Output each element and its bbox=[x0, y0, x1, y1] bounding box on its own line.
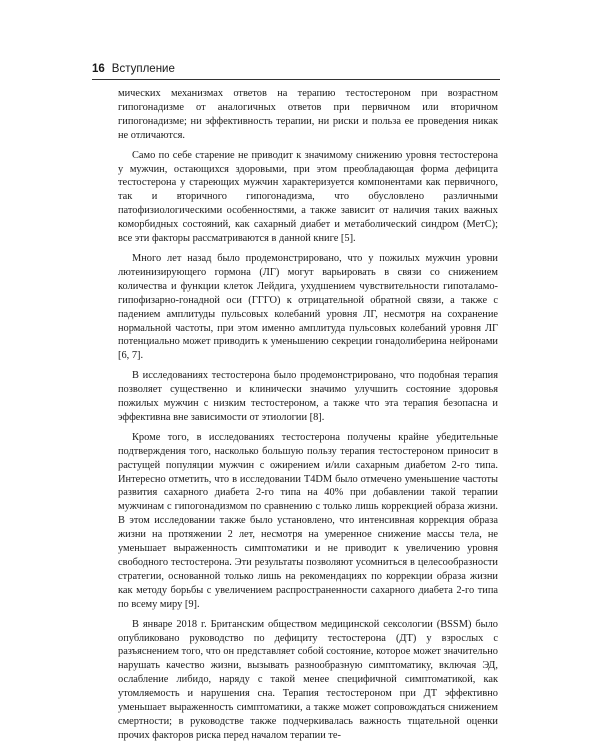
paragraph: Само по себе старение не приводит к значимому снижению уровня тестостерона у мужчин, остающихся здоровыми, при этом преобладающая форма дефицита тестостерона у стареющих мужчин характеризуется компонентами как первичного, так и вторичного гипогонадизма, что обусловлено различными патофизиологическими особенностями, а также зависит от наличия таких важных коморбидных состояний, как сахарный диабет и метаболический синдром (МетС); все эти факторы рассматриваются в данной книге [5]. bbox=[118, 149, 498, 245]
paragraph: Кроме того, в исследованиях тестостерона получены крайне убедительные подтверждения того, насколько большую пользу терапия тестостероном приносит в растущей популяции мужчин с ожирением и/или сахарным диабетом 2-го типа. Интересно отметить, что в исследовании T4DM было отмечено уменьшение частоты развития сахарного диабета 2-го типа на 40% при добавлении такой терапии мужчинам с гипогонадизмом по сравнению с только лишь коррекцией образа жизни. В этом исследовании также было установлено, что интенсивная коррекция образа жизни на протяжении 2 лет, несмотря на умеренное снижение массы тела, не уменьшает выраженность симптоматики и не приводит к увеличению уровня свободного тестостерона. Эти результаты позволяют усомниться в целесообразности стратегии, основанной только лишь на рекомендациях по коррекции образа жизни как методу борьбы с увеличением распространенности сахарного диабета 2-го типа по всему миру [9]. bbox=[118, 431, 498, 610]
body-text bbox=[118, 87, 498, 749]
paragraph-continuation: мических механизмах ответов на терапию тестостероном при возрастном гипогонадизме от аналогичных ответов при первичном или вторичном гипогонадизме; ни эффективность терапии, ни риски и польза ее проведения никак не отличаются. bbox=[118, 88, 498, 141]
paragraph: Много лет назад было продемонстрировано, что у пожилых мужчин уровни лютеинизирующего гормона (ЛГ) могут варьировать в связи со снижением количества и функции клеток Лейдига, ухудшением чувствительности гипоталамо-гипофизарно-гонадной оси (ГГГО) к отрицательной обратной связи, а также с падением амплитуды пульсовых колебаний уровня ЛГ, несмотря на сохранение нормальной частоты, при этом именно амплитуда пульсовых колебаний уровня ЛГ потенциально может приводить к уменьшению секреции гонадолиберина нейронами [6, 7]. bbox=[118, 252, 498, 362]
paragraph: В исследованиях тестостерона было продемонстрировано, что подобная терапия позволяет существенно и клинически значимо улучшить состояние здоровья пожилых мужчин с низким тестостероном, а также что эта терапия безопасна и эффективна вне зависимости от этиологии [8]. bbox=[118, 370, 498, 423]
running-title: Вступление bbox=[111, 63, 175, 75]
header-rule bbox=[92, 79, 500, 80]
page-number: 16 bbox=[92, 63, 105, 75]
paragraph: В январе 2018 г. Британским обществом медицинской сексологии (BSSM) было опубликовано руководство по дефициту тестостерона (ДТ) у взрослых с разъяснением того, что он представляет собой состояние, которое может значительно нарушать качество жизни, вызывать разнообразную симптоматику, включая ЭД, ослабление либидо, наряду с такой менее специфичной симптоматикой, как утомляемость и нарушения сна. Терапия тестостероном при ДТ эффективно уменьшает выраженность симптоматики, а также может сопровождаться снижением смертности; в руководстве также подчеркивалась важность тщательной оценки прочих факторов риска перед началом терапии те- bbox=[118, 618, 498, 741]
